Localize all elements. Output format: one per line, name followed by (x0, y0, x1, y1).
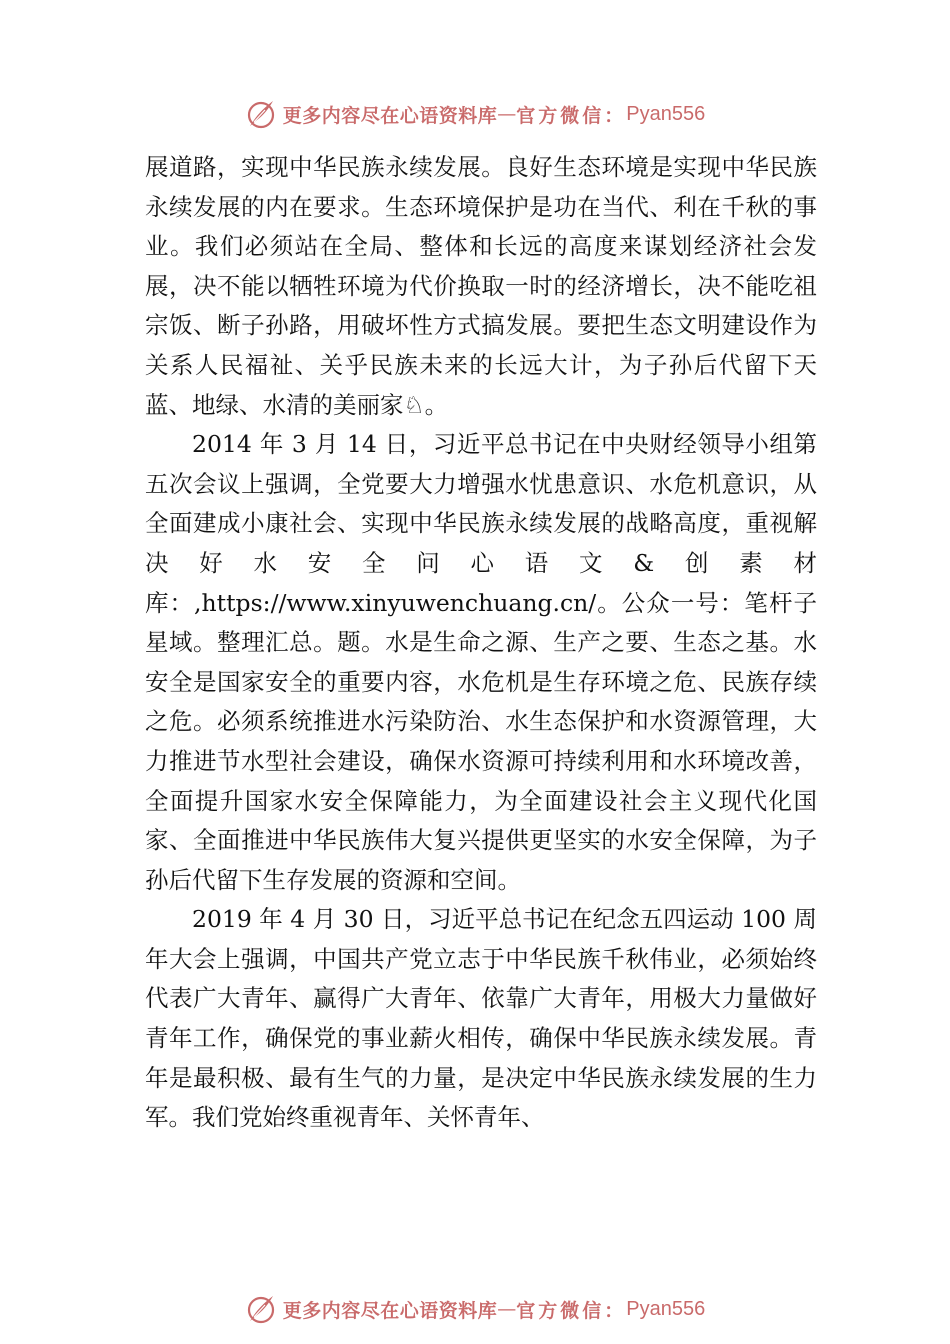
footer-separator: — (497, 1298, 517, 1320)
header-wechat-id: Pyan556 (626, 102, 706, 125)
header-wechat-label: 官方微信： (516, 104, 627, 127)
header-brand: 更多内容尽在心语资料库 (282, 104, 498, 127)
quill-logo-icon (245, 1293, 277, 1325)
document-body (145, 148, 817, 1138)
footer-banner (0, 1289, 950, 1329)
header-separator: — (497, 103, 517, 125)
footer-brand: 更多内容尽在心语资料库 (282, 1299, 498, 1322)
paragraph-3: 2019 年 4 月 30 日，习近平总书记在纪念五四运动 100 周年大会上强调，中国共产党立志于中华民族千秋伟业，必须始终代表广大青年、赢得广大青年、依靠广大青年，用极大力量做好青年工作，确保党的事业薪火相传，确保中华民族永续发展。青年是最积极、最有生气的力量，是决定中华民族永续发展的生力军。我们党始终重视青年、关怀青年、 (145, 905, 817, 1132)
quill-logo-icon (245, 98, 277, 130)
paragraph-2: 2014 年 3 月 14 日，习近平总书记在中央财经领导小组第五次会议上强调，全党要大力增强水忧患意识、水危机意识，从全面建成小康社会、实现中华民族永续发展的战略高度，重视解决好水安全问心语文&创素材库：,https://www.xinyuwenchuang.cn/。公众一号：笔杆子星域。整理汇总。题。水是生命之源、生产之要、生态之基。水安全是国家安全的重要内容，水危机是生存环境之危、民族存续之危。必须系统推进水污染防治、水生态保护和水资源管理，大力推进节水型社会建设，确保水资源可持续利用和水环境改善，全面提升国家水安全保障能力，为全面建设社会主义现代化国家、全面推进中华民族伟大复兴提供更坚实的水安全保障，为子孙后代留下生存发展的资源和空间。 (145, 430, 817, 894)
header-banner (0, 94, 950, 134)
paragraph-1: 展道路，实现中华民族永续发展。良好生态环境是实现中华民族永续发展的内在要求。生态环境保护是功在当代、利在千秋的事业。我们必须站在全局、整体和长远的高度来谋划经济社会发展，决不能以牺牲环境为代价换取一时的经济增长，决不能吃祖宗饭、断子孙路，用破坏性方式搞发展。要把生态文明建设作为关系人民福祉、关乎民族未来的长远大计，为子孙后代留下天蓝、地绿、水清的美丽家♘。 (145, 153, 817, 419)
footer-wechat-label: 官方微信： (516, 1299, 627, 1322)
footer-wechat-id: Pyan556 (626, 1297, 706, 1320)
